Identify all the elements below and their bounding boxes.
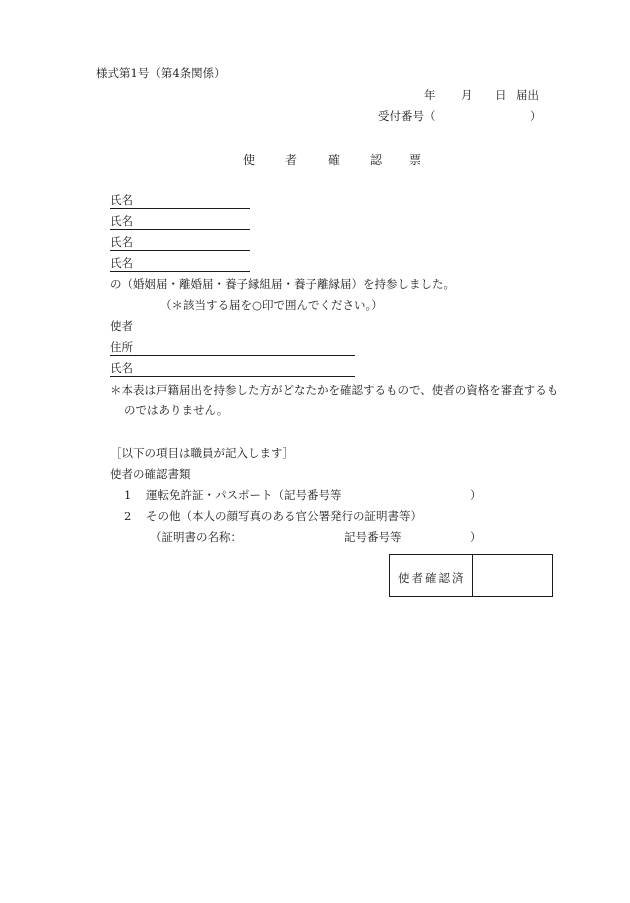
confirmation-docs-title: 使者の確認書類 [110,467,191,481]
doc-item-2-text: その他（本人の顔写真のある官公署発行の証明書等） [146,509,422,523]
title-char: 認 [370,153,383,167]
title-char: 確 [328,153,341,167]
statement-note: （＊該当する届を○印で囲んでください。） [160,298,383,312]
title-char: 票 [409,153,422,167]
messenger-name-field[interactable] [110,362,355,377]
doc-item-1-text: 運転免許証・パスポート（記号番号等 [146,488,342,502]
cert-close: ） [470,530,482,544]
name-field-4[interactable] [110,257,250,272]
name-label: 氏名 [110,235,133,249]
name-label: 氏名 [110,193,133,207]
messenger-label: 使者 [110,319,133,333]
disclaimer-line-2: のではありません。 [124,403,229,417]
form-number: 様式第1号（第4条関係） [96,66,226,80]
doc-item-1-close: ） [470,488,482,502]
box-divider [472,555,473,596]
messenger-address-field[interactable] [110,341,355,356]
title-char: 使 [243,153,256,167]
doc-item-1-number: 1 [124,488,132,502]
title-char: 者 [285,153,298,167]
name-field-3[interactable] [110,236,250,251]
doc-item-2-number: 2 [124,509,132,523]
name-label: 氏名 [110,214,133,228]
statement-text: の（婚姻届・離婚届・養子縁組届・養子離縁届）を持参しました。 [110,277,455,291]
disclaimer-line-1: ＊本表は戸籍届出を持参した方がどなたかを確認するもので、使者の資格を審査するも [110,383,559,397]
name-label: 氏名 [110,361,133,375]
name-field-1[interactable] [110,194,250,209]
address-label: 住所 [110,340,133,354]
date-submitted-label: 届出 [516,88,539,102]
cert-name-label: （証明書の名称： [150,530,242,544]
staff-section-header: ［以下の項目は職員が記入します］ [110,446,294,460]
name-field-2[interactable] [110,215,250,230]
date-day-label: 日 [495,88,507,102]
date-month-label: 月 [461,88,473,102]
receipt-number-close: ） [530,109,542,123]
cert-number-label: 記号番号等 [344,530,402,544]
receipt-number-label: 受付番号（ [378,109,436,123]
name-label: 氏名 [110,256,133,270]
messenger-confirmed-label: 使者確認済 [398,571,466,585]
messenger-confirmed-box [389,554,553,597]
date-year-label: 年 [424,88,436,102]
